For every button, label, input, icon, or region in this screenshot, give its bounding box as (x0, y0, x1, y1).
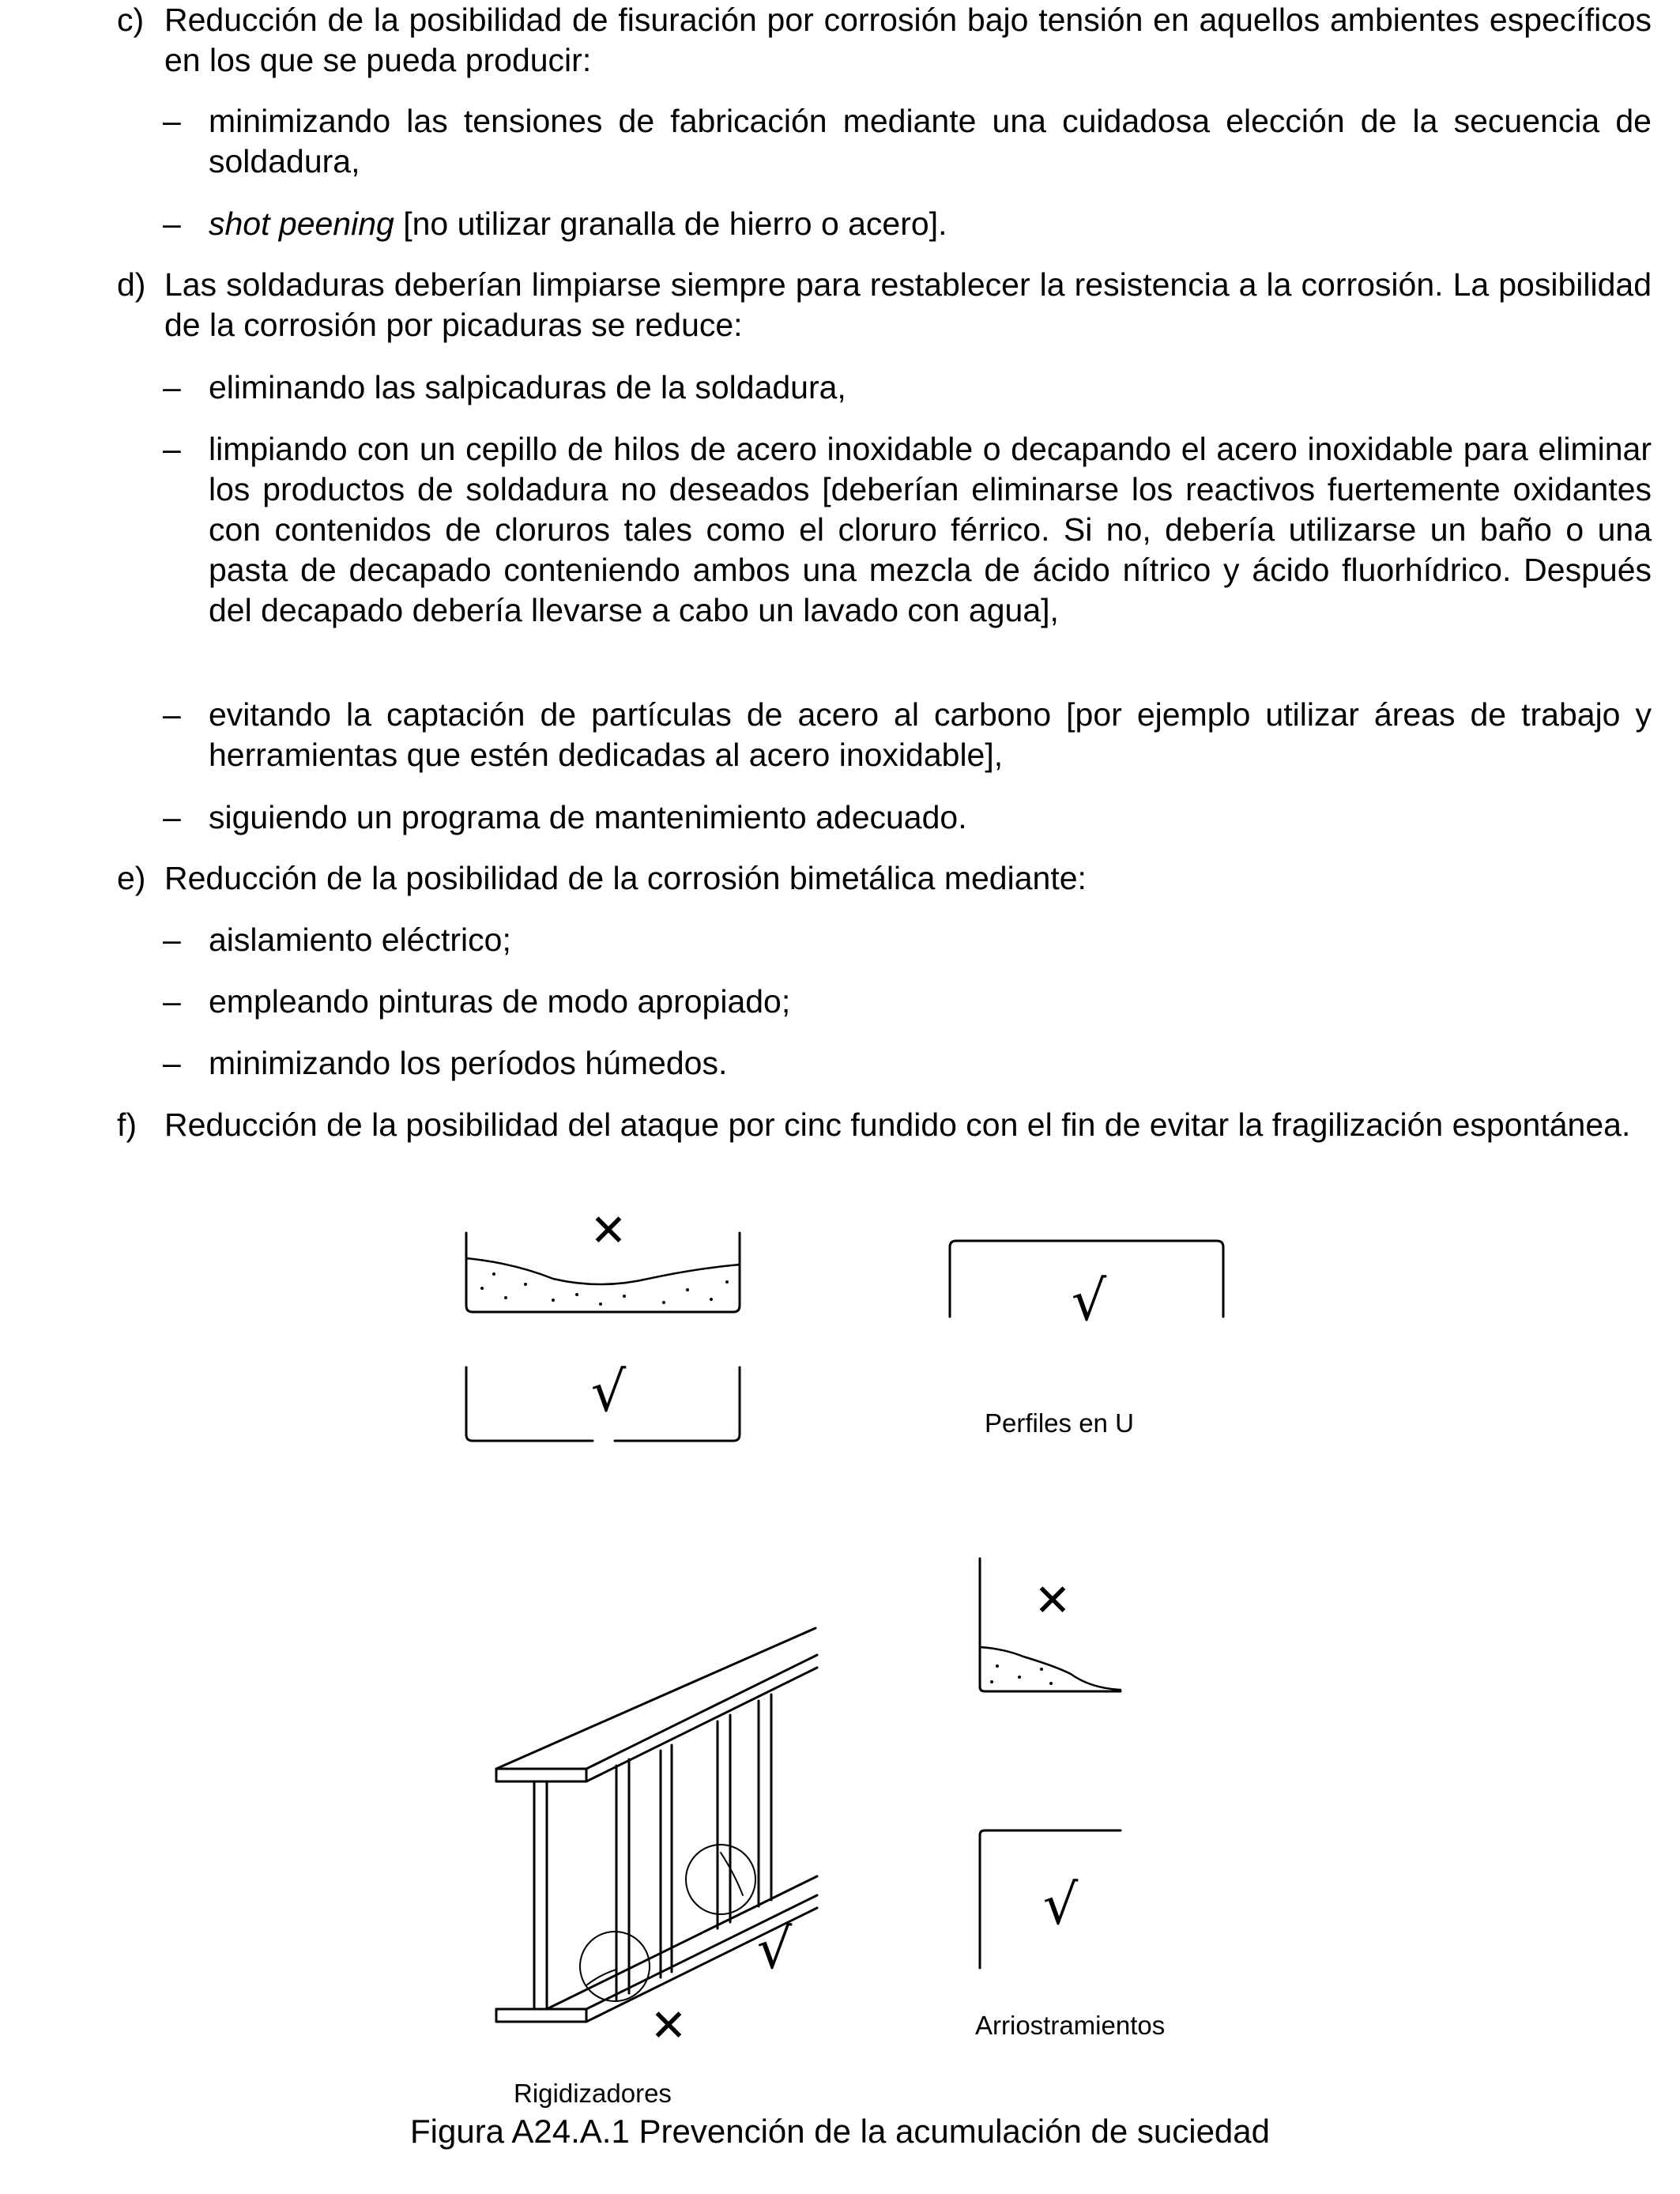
bad-mark: ✕ (650, 2000, 687, 2052)
bullet-text: eliminando las salpicaduras de la soldadura, (209, 369, 846, 405)
good-mark: √ (756, 1917, 793, 1981)
item-label: d) (117, 266, 146, 303)
bad-mark: ✕ (590, 1205, 627, 1257)
dash-glyph: – (163, 922, 181, 958)
bullet-emphasis: shot peening (209, 205, 394, 242)
debris-dots (480, 1272, 729, 1306)
check-and-cross-marks (590, 1205, 1107, 2052)
bullet-text: siguiendo un programa de mantenimiento adecuado. (209, 799, 967, 835)
item-label: c) (117, 2, 145, 38)
dash-glyph: – (163, 696, 181, 733)
dash-glyph: – (163, 799, 181, 835)
bullet-text: minimizando los períodos húmedos. (209, 1045, 728, 1081)
item-text: Las soldaduras deberían limpiarse siempre para restablecer la resistencia a la corrosión. La posibilidad de la corrosión por picaduras se reduce: (164, 266, 1652, 343)
label-bracing: Arriostramientos (975, 2011, 1166, 2040)
dash-glyph: – (163, 205, 181, 242)
good-mark: √ (590, 1359, 627, 1424)
dash-glyph: – (163, 103, 181, 139)
bullet-text: aislamiento eléctrico; (209, 922, 511, 958)
figure-caption: Figura A24.A.1 Prevención de la acumulación de suciedad (409, 2113, 1271, 2150)
item-text: Reducción de la posibilidad de fisuración por corrosión bajo tensión en aquellos ambientes específicos en los que se pueda producir: (164, 2, 1652, 78)
item-text: Reducción de la posibilidad de la corrosión bimetálica mediante: (164, 860, 1087, 896)
good-mark: √ (1071, 1269, 1107, 1333)
good-mark: √ (1042, 1872, 1079, 1937)
label-stiffeners: Rigidizadores (514, 2079, 672, 2108)
dash-glyph: – (163, 983, 181, 1020)
dash-glyph: – (163, 431, 181, 467)
bullet-text: limpiando con un cepillo de hilos de acero inoxidable o decapando el acero inoxidable para eliminar los productos de soldadura no deseados [deberían eliminarse los reactivos fuertemente oxidantes con contenidos de cloruros tales como el cloruro férrico. Si no, debería utilizarse un baño o una pasta de decapado conteniendo ambos una mezcla de ácido nítrico y ácido fluorhídrico. Después del decapado debería llevarse a cabo un lavado con agua], (209, 431, 1652, 628)
bullet-text: [no utilizar granalla de hierro o acero]. (394, 205, 947, 242)
item-text: Reducción de la posibilidad del ataque por cinc fundido con el fin de evitar la fragilización espontánea. (164, 1106, 1631, 1143)
bad-mark: ✕ (1034, 1575, 1072, 1627)
dash-glyph: – (163, 369, 181, 405)
bullet-text: evitando la captación de partículas de acero al carbono [por ejemplo utilizar áreas de trabajo y herramientas que estén dedicadas al acero inoxidable], (209, 696, 1652, 773)
bullet-text: minimizando las tensiones de fabricación mediante una cuidadosa elección de la secuencia de soldadura, (209, 103, 1652, 179)
item-label: e) (117, 860, 146, 896)
debris-dots (990, 1664, 1053, 1685)
dash-glyph: – (163, 1045, 181, 1081)
item-label: f) (117, 1106, 137, 1143)
bullet-text: empleando pinturas de modo apropiado; (209, 983, 791, 1020)
label-channels: Perfiles en U (985, 1408, 1134, 1438)
